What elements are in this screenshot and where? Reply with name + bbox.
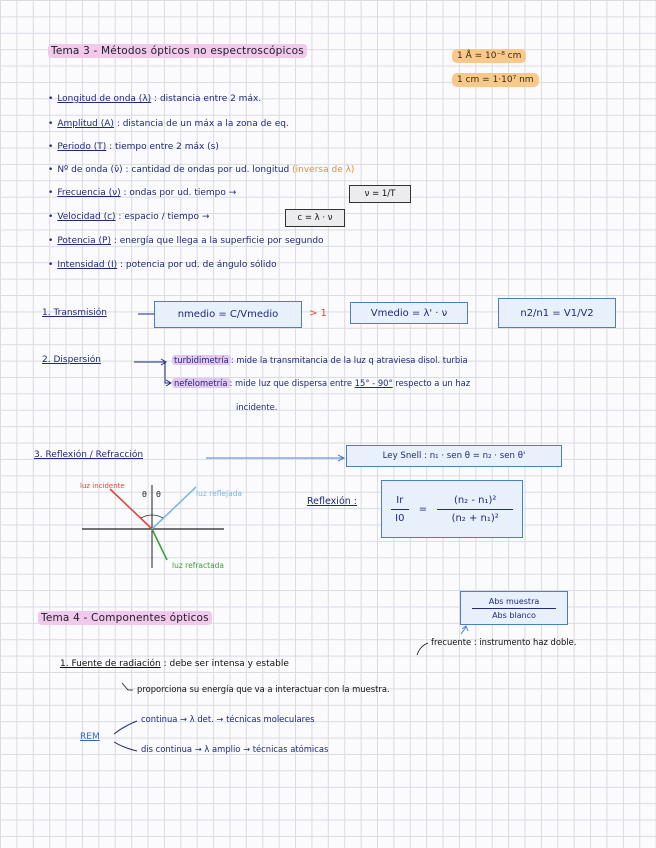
- nefelometria-line: nefelometría : mide luz que dispersa entre 15° - 90° respecto a un haz: [174, 378, 471, 388]
- def-periodo: • Periodo (T) : tiempo entre 2 máx (s): [48, 142, 219, 152]
- transmision-formula-box3: n2/n1 = V1/V2: [498, 298, 616, 328]
- def-numero-onda: • Nº de onda (ν̄) : cantidad de ondas por ud. longitud (inversa de λ): [48, 165, 355, 175]
- turbidimetria-line: turbidimetría : mide la transmitancia de la luz q atraviesa disol. turbia: [174, 355, 468, 365]
- nefelometria-cont: incidente.: [236, 402, 278, 412]
- theta-reflection: θ: [156, 490, 161, 499]
- freq-formula-box: ν = 1/T: [349, 185, 411, 203]
- transmision-formula-box2: Vmedio = λ' · ν: [350, 302, 468, 324]
- tema4-title: Tema 4 - Componentes ópticos: [38, 613, 212, 624]
- def-potencia: • Potencia (P) : energía que llega a la superficie por segundo: [48, 236, 324, 246]
- transmision-gt: > 1: [309, 308, 327, 319]
- theta-incidence: θ: [142, 490, 147, 499]
- unit-angstrom: 1 Å = 10⁻⁸ cm: [452, 45, 526, 61]
- snell-law-box: Ley Snell : n₁ · sen θ = n₂ · sen θ': [346, 445, 562, 467]
- def-longitud: • Longitud de onda (λ) : distancia entre 2 máx.: [48, 94, 262, 104]
- transmision-formula-box1: nmedio = C/Vmedio: [154, 301, 302, 328]
- unit-cm: 1 cm = 1·10⁷ nm: [452, 69, 539, 85]
- reflexion-label: 3. Reflexión / Refracción: [34, 450, 144, 460]
- frecuente-note: frecuente : instrumento haz doble.: [431, 637, 577, 647]
- reflexion-formula-label: Reflexión :: [307, 496, 357, 507]
- def-frecuencia: • Frecuencia (ν) : ondas por ud. tiempo →: [48, 188, 237, 198]
- ratio-right: (n₂ - n₁)² (n₂ + n₁)²: [437, 495, 513, 524]
- luz-incidente-label: luz incidente: [80, 482, 125, 490]
- luz-refractada-label: luz refractada: [172, 561, 225, 570]
- dispersion-label: 2. Dispersión: [42, 355, 101, 365]
- rem-discontinua: dis continua → λ amplio → técnicas atómicas: [141, 744, 329, 754]
- reflexion-formula-box: Ir I0 = (n₂ - n₁)² (n₂ + n₁)²: [381, 480, 523, 538]
- vel-formula-box: c = λ · ν: [285, 209, 345, 227]
- abs-ratio-box: Abs muestra Abs blanco: [460, 591, 568, 625]
- transmision-label: 1. Transmisión: [42, 308, 107, 318]
- ratio-left: Ir I0: [391, 495, 409, 524]
- tema3-title: Tema 3 - Métodos ópticos no espectroscópicos: [48, 46, 307, 57]
- def-velocidad: • Velocidad (c) : espacio / tiempo →: [48, 212, 210, 222]
- def-intensidad: • Intensidad (I) : potencia por ud. de ángulo sólido: [48, 260, 277, 270]
- rem-label: REM: [80, 732, 100, 742]
- luz-reflejada-label: luz reflejada: [196, 489, 243, 498]
- fuente-radiacion: 1. Fuente de radiación : debe ser intensa y estable: [60, 659, 289, 669]
- def-amplitud: • Amplitud (A) : distancia de un máx a la zona de eq.: [48, 119, 289, 129]
- proporciona-text: proporciona su energía que va a interactuar con la muestra.: [137, 684, 390, 694]
- rem-continua: continua → λ det. → técnicas moleculares: [141, 714, 315, 724]
